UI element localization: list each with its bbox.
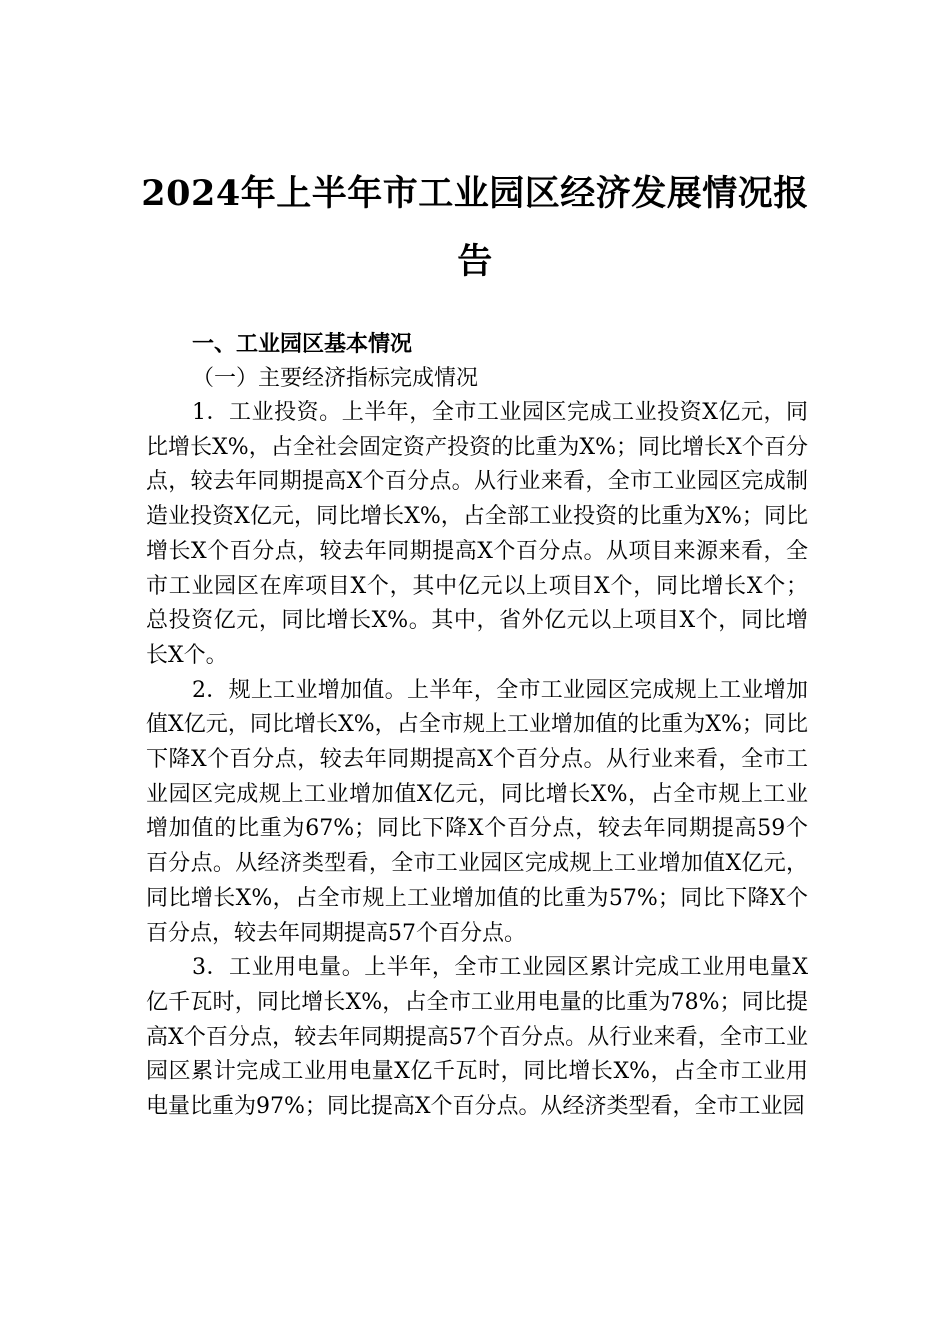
document-title: 2024年上半年市工业园区经济发展情况报告 xyxy=(141,173,809,282)
paragraph-industrial-added-value: 2．规上工业增加值。上半年，全市工业园区完成规上工业增加值X亿元，同比增长X%，占全市规上工业增加值的比重为X%；同比下降X个百分点，较去年同期提高X个百分点。从行业来看，全市工业园区完成规上工业增加值X亿元，同比增长X%，占全市规上工业增加值的比重为67%；同比下降X个百分点，较去年同期提高59个百分点。从经济类型看，全市工业园区完成规上工业增加值X亿元，同比增长X%，占全市规上工业增加值的比重为57%；同比下降X个百分点，较去年同期提高57个百分点。 xyxy=(146,677,808,946)
paragraph-industrial-investment: 1．工业投资。上半年，全市工业园区完成工业投资X亿元，同比增长X%，占全社会固定资产投资的比重为X%；同比增长X个百分点，较去年同期提高X个百分点。从行业来看，全市工业园区完成制造业投资X亿元，同比增长X%，占全部工业投资的比重为X%；同比增长X个百分点，较去年同期提高X个百分点。从项目来源来看，全市工业园区在库项目X个，其中亿元以上项目X个，同比增长X个；总投资亿元，同比增长X%。其中，省外亿元以上项目X个，同比增长X个。 xyxy=(146,400,808,668)
subsection-heading: （一）主要经济指标完成情况 xyxy=(192,366,479,391)
paragraph-industrial-electricity: 3．工业用电量。上半年，全市工业园区累计完成工业用电量X亿千瓦时，同比增长X%，占全市工业用电量的比重为78%；同比提高X个百分点，较去年同期提高57个百分点。从行业来看，全市工业园区累计完成工业用电量X亿千瓦时，同比增长X%，占全市工业用电量比重为97%；同比提高X个百分点。从经济类型看，全市工业园 xyxy=(146,955,808,1120)
section-heading: 一、工业园区基本情况 xyxy=(192,332,413,357)
document-body xyxy=(146,328,808,1125)
